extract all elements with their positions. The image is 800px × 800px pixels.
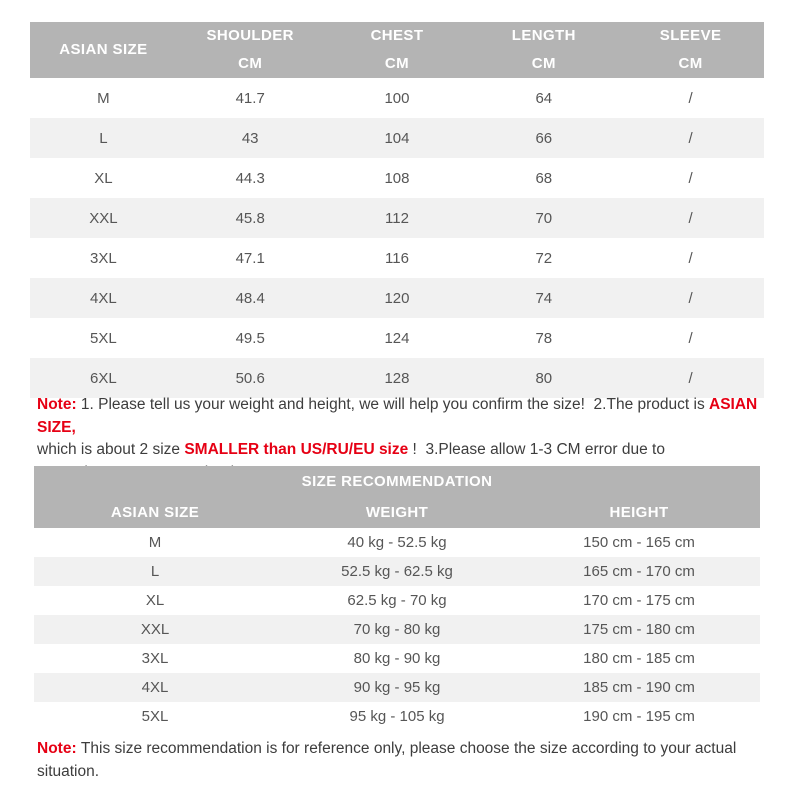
table-cell: / — [688, 369, 693, 387]
header-rec-height: HEIGHT — [518, 497, 760, 528]
table-cell: 150 cm - 165 cm — [583, 534, 695, 551]
table-cell: 190 cm - 195 cm — [583, 708, 695, 725]
table-row — [30, 318, 764, 358]
table-cell: 120 — [384, 289, 410, 307]
table-cell: 47.1 — [235, 249, 265, 267]
table-cell: 80 kg - 90 kg — [353, 650, 441, 667]
table-row — [30, 198, 764, 238]
recommendation-header-row — [34, 497, 760, 528]
header-sleeve — [617, 22, 764, 78]
table-cell: 185 cm - 190 cm — [583, 679, 695, 696]
header-length — [470, 22, 617, 78]
table-cell: 70 — [535, 209, 553, 227]
table-row — [30, 78, 764, 118]
table-row — [30, 358, 764, 398]
table-cell: 48.4 — [235, 289, 265, 307]
header-shoulder — [177, 22, 324, 78]
table-cell: 180 cm - 185 cm — [583, 650, 695, 667]
table-cell: 175 cm - 180 cm — [583, 621, 695, 638]
table-cell: XXL — [140, 621, 170, 638]
table-cell: / — [688, 169, 693, 187]
header-sleeve-label: SLEEVE — [659, 27, 722, 44]
table-cell: 95 kg - 105 kg — [349, 708, 445, 725]
table-cell: 66 — [535, 129, 553, 147]
table-cell: 3XL — [90, 249, 117, 267]
table-row — [34, 586, 760, 615]
table-cell: 43 — [241, 129, 259, 147]
note-text: This size recommendation is for reference only, please choose the size according to your actual — [80, 740, 737, 757]
header-chest — [324, 22, 471, 78]
table-cell: 5XL — [141, 708, 169, 725]
table-cell: 112 — [385, 209, 409, 227]
table-cell: 5XL — [90, 329, 117, 347]
note-text: 1. Please tell us your weight and height, we will help you confirm the size! 2.The product is — [80, 396, 709, 413]
note-highlight: Note: — [37, 740, 81, 757]
header-length-label: LENGTH — [511, 27, 576, 44]
table-cell: L — [150, 563, 160, 580]
header-asian-size — [30, 22, 177, 78]
table-row — [30, 278, 764, 318]
table-cell: 62.5 kg - 70 kg — [347, 592, 447, 609]
size-table-body — [30, 78, 764, 398]
table-cell: XXL — [89, 209, 118, 227]
table-cell: 108 — [384, 169, 410, 187]
table-cell: 100 — [384, 89, 410, 107]
table-cell: 6XL — [90, 369, 117, 387]
table-cell: 64 — [535, 89, 553, 107]
header-chest-unit: CM — [384, 55, 410, 72]
table-cell: 49.5 — [235, 329, 265, 347]
table-cell: 3XL — [141, 650, 169, 667]
note-text: which is about 2 size — [37, 441, 185, 458]
table-cell: 104 — [384, 129, 410, 147]
recommendation-title: SIZE RECOMMENDATION — [34, 466, 760, 497]
table-cell: 50.6 — [235, 369, 265, 387]
header-shoulder-unit: CM — [238, 55, 263, 72]
table-cell: / — [688, 129, 693, 147]
table-cell: M — [148, 534, 162, 551]
header-rec-asian-size: ASIAN SIZE — [34, 497, 276, 528]
header-chest-label: CHEST — [370, 27, 424, 44]
table-cell: 4XL — [141, 679, 169, 696]
table-row — [30, 158, 764, 198]
table-row — [34, 702, 760, 731]
table-row — [30, 238, 764, 278]
note-text: situation. — [37, 762, 100, 780]
header-length-unit: CM — [531, 55, 556, 72]
table-cell: L — [99, 129, 108, 147]
table-cell: / — [688, 249, 693, 267]
table-row — [34, 528, 760, 557]
table-cell: 45.8 — [235, 209, 265, 227]
size-table-header-row — [30, 22, 764, 78]
table-cell: 70 kg - 80 kg — [353, 621, 441, 638]
table-row — [34, 673, 760, 702]
table-cell: 41.7 — [235, 89, 265, 107]
table-cell: / — [688, 329, 693, 347]
note-text: ! 3.Please allow 1-3 CM error due to — [408, 441, 665, 458]
table-cell: 44.3 — [235, 169, 265, 187]
table-cell: 124 — [384, 329, 410, 347]
header-shoulder-label: SHOULDER — [206, 27, 294, 44]
table-cell: 72 — [535, 249, 553, 267]
note-highlight: SMALLER than US/RU/EU size — [184, 441, 409, 458]
note-highlight: Note: — [37, 396, 81, 413]
table-cell: / — [688, 209, 693, 227]
table-row — [30, 118, 764, 158]
table-cell: 128 — [384, 369, 410, 387]
recommendation-table-body — [34, 528, 760, 731]
table-cell: / — [688, 289, 693, 307]
header-rec-weight: WEIGHT — [276, 497, 518, 528]
header-asian-size-label: ASIAN SIZE — [59, 41, 148, 58]
table-cell: 90 kg - 95 kg — [353, 679, 441, 696]
table-cell: 74 — [535, 289, 553, 307]
table-cell: XL — [145, 592, 165, 609]
table-cell: M — [97, 89, 110, 107]
recommendation-title-row — [34, 466, 760, 497]
table-cell: 68 — [535, 169, 553, 187]
table-row — [34, 557, 760, 586]
header-sleeve-unit: CM — [678, 55, 703, 72]
table-cell: 4XL — [90, 289, 117, 307]
table-cell: 78 — [535, 329, 553, 347]
table-cell: 40 kg - 52.5 kg — [347, 534, 447, 551]
table-cell: 170 cm - 175 cm — [583, 592, 695, 609]
table-cell: 52.5 kg - 62.5 kg — [341, 563, 453, 580]
reference-note — [37, 738, 787, 783]
table-cell: / — [688, 89, 693, 107]
size-recommendation-table — [34, 466, 760, 731]
size-chart-table — [30, 22, 764, 398]
table-row — [34, 615, 760, 644]
table-cell: XL — [94, 169, 113, 187]
table-cell: 165 cm - 170 cm — [583, 563, 695, 580]
table-row — [34, 644, 760, 673]
table-cell: 116 — [385, 249, 409, 267]
table-cell: 80 — [535, 369, 553, 387]
note-highlight: ASIAN SIZE, — [37, 396, 762, 436]
